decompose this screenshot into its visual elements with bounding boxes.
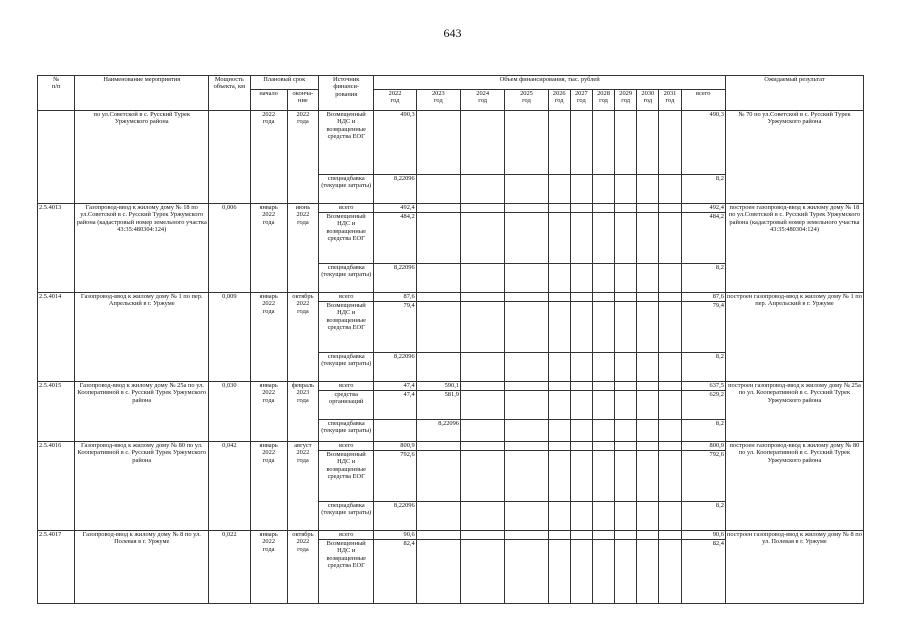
- value-empty: [505, 264, 548, 293]
- value-total: 8,2: [681, 175, 725, 204]
- value-2022: 79,4: [374, 302, 416, 353]
- value-empty: [461, 540, 505, 604]
- value-empty: [592, 293, 614, 302]
- value-empty: [659, 531, 681, 540]
- header-year-2031: 2031 год: [659, 90, 681, 111]
- row-name: Газопровод-ввод к жилому дому № 8 по ул. Полевая в г. Уржуме: [75, 531, 209, 604]
- value-empty: [637, 353, 659, 382]
- value-empty: [659, 293, 681, 302]
- value-total: 800,9: [681, 442, 725, 451]
- value-empty: [615, 382, 637, 391]
- funding-source: Возмещенный НДС и возвращенные средства ЕОГ: [319, 213, 374, 264]
- header-name: Наименование мероприятия: [75, 76, 209, 111]
- value-empty: [592, 204, 614, 213]
- value-empty: [505, 451, 548, 502]
- value-empty: [592, 502, 614, 531]
- value-empty: [659, 382, 681, 391]
- value-empty: [615, 264, 637, 293]
- value-empty: [659, 302, 681, 353]
- value-empty: [659, 264, 681, 293]
- row-number: 2.5.4013: [38, 204, 75, 293]
- value-empty: [659, 204, 681, 213]
- funding-source: спецнадбавка (текущие затраты): [319, 502, 374, 531]
- table-row: [38, 111, 864, 175]
- value-empty: [637, 264, 659, 293]
- value-empty: [637, 204, 659, 213]
- funding-source: всего: [319, 442, 374, 451]
- row-result: построен газопровод-ввод к жилому дому № 80 по ул. Кооперативной в с. Русский Турек Уржумского района: [725, 442, 863, 531]
- value-2023: [416, 451, 460, 502]
- value-2023: [416, 442, 460, 451]
- value-total: 8,2: [681, 353, 725, 382]
- header-year-2025: 2025 год: [505, 90, 548, 111]
- value-empty: [592, 302, 614, 353]
- row-capacity: 0,030: [209, 382, 250, 442]
- row-end: октябрь 2022 года: [287, 531, 318, 604]
- row-end: октябрь 2022 года: [287, 293, 318, 382]
- value-empty: [548, 293, 570, 302]
- value-total: 82,4: [681, 540, 725, 604]
- header-year-2023: 2023 год: [416, 90, 460, 111]
- value-empty: [505, 353, 548, 382]
- value-2023: [416, 264, 460, 293]
- funding-source: спецнадбавка (текущие затраты): [319, 420, 374, 442]
- header-source: Источник финанси- рования: [319, 76, 374, 111]
- value-empty: [592, 111, 614, 175]
- value-empty: [637, 175, 659, 204]
- value-empty: [505, 502, 548, 531]
- value-empty: [592, 540, 614, 604]
- value-total: 79,4: [681, 302, 725, 353]
- table-row: [38, 531, 864, 540]
- row-number: 2.5.4014: [38, 293, 75, 382]
- value-2022: 8,22096: [374, 502, 416, 531]
- value-empty: [659, 451, 681, 502]
- header-year-2022: 2022 год: [374, 90, 416, 111]
- value-total: 637,5: [681, 382, 725, 391]
- funding-source: всего: [319, 531, 374, 540]
- value-empty: [637, 302, 659, 353]
- funding-source: Возмещенный НДС и возвращенные средства ЕОГ: [319, 451, 374, 502]
- value-empty: [461, 204, 505, 213]
- row-result: построен газопровод-ввод к жилому дому № 25а по ул. Кооперативной в с. Русский Турек Уржумского района: [725, 382, 863, 442]
- value-empty: [505, 302, 548, 353]
- value-empty: [570, 353, 592, 382]
- value-2022: 47,4: [374, 382, 416, 391]
- value-empty: [461, 213, 505, 264]
- value-empty: [592, 175, 614, 204]
- value-empty: [592, 442, 614, 451]
- value-2023: [416, 111, 460, 175]
- header-end: оконча- ние: [287, 90, 318, 111]
- value-empty: [615, 391, 637, 420]
- value-2022: 90,6: [374, 531, 416, 540]
- header-year-2026: 2026 год: [548, 90, 570, 111]
- header-year-2030: 2030 год: [637, 90, 659, 111]
- row-capacity: [209, 111, 250, 204]
- funding-source: всего: [319, 382, 374, 391]
- value-empty: [461, 264, 505, 293]
- row-name: Газопровод-ввод к жилому дому № 80 по ул. Кооперативной в с. Русский Турек Уржумского района: [75, 442, 209, 531]
- table-row: [38, 293, 864, 302]
- value-empty: [592, 391, 614, 420]
- value-empty: [592, 353, 614, 382]
- row-end: июнь 2022 года: [287, 204, 318, 293]
- value-empty: [461, 442, 505, 451]
- value-empty: [637, 451, 659, 502]
- value-empty: [659, 502, 681, 531]
- funding-source: всего: [319, 293, 374, 302]
- value-2022: 82,4: [374, 540, 416, 604]
- value-empty: [548, 111, 570, 175]
- table-row: [38, 382, 864, 391]
- table-row: [38, 204, 864, 213]
- row-number: 2.5.4016: [38, 442, 75, 531]
- value-empty: [505, 442, 548, 451]
- financing-table: [37, 75, 864, 604]
- value-empty: [592, 451, 614, 502]
- value-empty: [505, 213, 548, 264]
- value-empty: [570, 111, 592, 175]
- value-empty: [548, 353, 570, 382]
- value-empty: [570, 451, 592, 502]
- value-empty: [548, 382, 570, 391]
- value-empty: [615, 540, 637, 604]
- value-empty: [505, 420, 548, 442]
- row-capacity: 0,009: [209, 293, 250, 382]
- value-empty: [570, 302, 592, 353]
- funding-source: спецнадбавка (текущие затраты): [319, 175, 374, 204]
- value-empty: [592, 264, 614, 293]
- row-end: февраль 2023 года: [287, 382, 318, 442]
- value-2022: 492,4: [374, 204, 416, 213]
- value-empty: [592, 531, 614, 540]
- value-empty: [505, 391, 548, 420]
- row-start: январь 2022 года: [250, 531, 287, 604]
- value-total: 8,2: [681, 264, 725, 293]
- value-empty: [570, 540, 592, 604]
- value-2022: 87,6: [374, 293, 416, 302]
- value-empty: [570, 502, 592, 531]
- value-empty: [615, 451, 637, 502]
- row-result: построен газопровод-ввод к жилому дому № 18 по ул.Советской в с. Русский Турек Уржумского района (кадастровый номер земельного участка 43:35:480304:124): [725, 204, 863, 293]
- header-year-2029: 2029 год: [615, 90, 637, 111]
- value-2023: [416, 531, 460, 540]
- value-empty: [505, 111, 548, 175]
- value-empty: [570, 420, 592, 442]
- value-empty: [570, 442, 592, 451]
- value-empty: [505, 531, 548, 540]
- value-empty: [548, 391, 570, 420]
- row-name: Газопровод-ввод к жилому дому № 1 по пер. Апрельский в г. Уржуме: [75, 293, 209, 382]
- row-end: август 2022 года: [287, 442, 318, 531]
- value-empty: [461, 382, 505, 391]
- value-empty: [505, 382, 548, 391]
- header-year-2027: 2027 год: [570, 90, 592, 111]
- funding-source: Возмещенный НДС и возвращенные средства ЕОГ: [319, 111, 374, 175]
- header-total: всего: [681, 90, 725, 111]
- header-capacity: Мощность объекта, км: [209, 76, 250, 111]
- value-empty: [615, 111, 637, 175]
- value-total: 490,3: [681, 111, 725, 175]
- row-start: январь 2022 года: [250, 442, 287, 531]
- value-empty: [548, 442, 570, 451]
- value-empty: [570, 531, 592, 540]
- value-empty: [615, 213, 637, 264]
- page-number: 643: [443, 26, 462, 40]
- value-empty: [615, 442, 637, 451]
- value-empty: [592, 213, 614, 264]
- value-empty: [548, 540, 570, 604]
- value-empty: [461, 391, 505, 420]
- header-period: Плановый срок: [250, 76, 319, 90]
- row-start: январь 2022 года: [250, 382, 287, 442]
- row-number: 2.5.4017: [38, 531, 75, 604]
- value-empty: [637, 111, 659, 175]
- value-2023: [416, 302, 460, 353]
- value-empty: [659, 540, 681, 604]
- value-empty: [461, 420, 505, 442]
- value-2022: 792,6: [374, 451, 416, 502]
- value-empty: [637, 531, 659, 540]
- value-empty: [461, 302, 505, 353]
- value-total: 8,2: [681, 420, 725, 442]
- row-capacity: 0,022: [209, 531, 250, 604]
- value-empty: [615, 204, 637, 213]
- value-total: 629,2: [681, 391, 725, 420]
- value-empty: [548, 213, 570, 264]
- funding-source: спецнадбавка (текущие затраты): [319, 353, 374, 382]
- value-empty: [659, 213, 681, 264]
- value-empty: [637, 391, 659, 420]
- value-empty: [548, 204, 570, 213]
- value-2022: 800,9: [374, 442, 416, 451]
- header-volume: Объем финансирования, тыс. рублей: [374, 76, 726, 90]
- value-empty: [461, 175, 505, 204]
- value-empty: [570, 264, 592, 293]
- value-empty: [659, 420, 681, 442]
- row-start: 2022 года: [250, 111, 287, 204]
- value-empty: [548, 531, 570, 540]
- value-empty: [548, 502, 570, 531]
- value-empty: [461, 502, 505, 531]
- value-2022: 47,4: [374, 391, 416, 420]
- value-2022: 8,22096: [374, 175, 416, 204]
- value-empty: [659, 391, 681, 420]
- value-2023: [416, 502, 460, 531]
- value-empty: [615, 502, 637, 531]
- value-2023: [416, 175, 460, 204]
- value-empty: [505, 293, 548, 302]
- value-empty: [592, 382, 614, 391]
- row-end: 2022 года: [287, 111, 318, 204]
- value-empty: [570, 213, 592, 264]
- value-2022: 490,3: [374, 111, 416, 175]
- value-2023: [416, 204, 460, 213]
- value-2023: [416, 540, 460, 604]
- value-empty: [505, 540, 548, 604]
- value-total: 792,6: [681, 451, 725, 502]
- value-empty: [615, 531, 637, 540]
- row-name: по ул.Советской в с. Русский Турек Уржумского района: [75, 111, 209, 204]
- value-empty: [548, 264, 570, 293]
- value-empty: [637, 420, 659, 442]
- value-empty: [548, 420, 570, 442]
- value-2023: [416, 353, 460, 382]
- value-empty: [505, 204, 548, 213]
- value-empty: [570, 175, 592, 204]
- value-2023: 8,22096: [416, 420, 460, 442]
- value-empty: [659, 111, 681, 175]
- value-2023: 590,1: [416, 382, 460, 391]
- value-empty: [659, 175, 681, 204]
- value-total: 484,2: [681, 213, 725, 264]
- funding-source: средства организаций: [319, 391, 374, 420]
- value-empty: [659, 442, 681, 451]
- row-name: Газопровод-ввод к жилому дому № 25а по ул. Кооперативной в с. Русский Турек Уржумского района: [75, 382, 209, 442]
- header-year-2028: 2028 год: [592, 90, 614, 111]
- value-empty: [615, 420, 637, 442]
- row-name: Газопровод-ввод к жилому дому № 18 по ул.Советской в с. Русский Турек Уржумского района (кадастровый номер земельного участка 43:35:480304:124): [75, 204, 209, 293]
- funding-source: Возмещенный НДС и возвращенные средства ЕОГ: [319, 302, 374, 353]
- value-2023: [416, 293, 460, 302]
- value-empty: [548, 175, 570, 204]
- value-empty: [615, 293, 637, 302]
- value-empty: [548, 451, 570, 502]
- value-total: 8,2: [681, 502, 725, 531]
- value-empty: [637, 502, 659, 531]
- value-empty: [592, 420, 614, 442]
- value-empty: [461, 293, 505, 302]
- row-capacity: 0,006: [209, 204, 250, 293]
- header-num: № п/п: [38, 76, 75, 111]
- value-empty: [570, 293, 592, 302]
- value-total: 90,6: [681, 531, 725, 540]
- value-empty: [615, 302, 637, 353]
- row-result: построен газопровод-ввод к жилому дому № 1 по пер. Апрельский в г. Уржуме: [725, 293, 863, 382]
- value-empty: [637, 213, 659, 264]
- value-empty: [615, 353, 637, 382]
- value-2022: [374, 420, 416, 442]
- value-empty: [461, 353, 505, 382]
- value-2022: 8,22096: [374, 264, 416, 293]
- value-empty: [637, 382, 659, 391]
- table-row: [38, 442, 864, 451]
- value-empty: [461, 111, 505, 175]
- funding-source: Возмещенный НДС и возвращенные средства ЕОГ: [319, 540, 374, 604]
- value-empty: [461, 531, 505, 540]
- header-start: начало: [250, 90, 287, 111]
- value-2022: 484,2: [374, 213, 416, 264]
- value-empty: [637, 293, 659, 302]
- value-empty: [548, 302, 570, 353]
- row-start: январь 2022 года: [250, 204, 287, 293]
- value-empty: [615, 175, 637, 204]
- funding-source: спецнадбавка (текущие затраты): [319, 264, 374, 293]
- value-empty: [637, 442, 659, 451]
- row-result: построен газопровод-ввод к жилому дому № 8 по ул. Полевая в г. Уржуме: [725, 531, 863, 604]
- value-2023: 581,9: [416, 391, 460, 420]
- value-empty: [570, 391, 592, 420]
- value-empty: [461, 451, 505, 502]
- row-start: январь 2022 года: [250, 293, 287, 382]
- value-2022: 8,22096: [374, 353, 416, 382]
- funding-source: всего: [319, 204, 374, 213]
- value-empty: [570, 382, 592, 391]
- value-2023: [416, 213, 460, 264]
- value-empty: [570, 204, 592, 213]
- row-number: [38, 111, 75, 204]
- row-capacity: 0,042: [209, 442, 250, 531]
- row-result: № 70 по ул.Советской в с. Русский Турек Уржумского района: [725, 111, 863, 204]
- value-total: 492,4: [681, 204, 725, 213]
- value-total: 87,6: [681, 293, 725, 302]
- row-number: 2.5.4015: [38, 382, 75, 442]
- value-empty: [659, 353, 681, 382]
- header-year-2024: 2024 год: [461, 90, 505, 111]
- header-result: Ожидаемый результат: [725, 76, 863, 111]
- value-empty: [505, 175, 548, 204]
- value-empty: [637, 540, 659, 604]
